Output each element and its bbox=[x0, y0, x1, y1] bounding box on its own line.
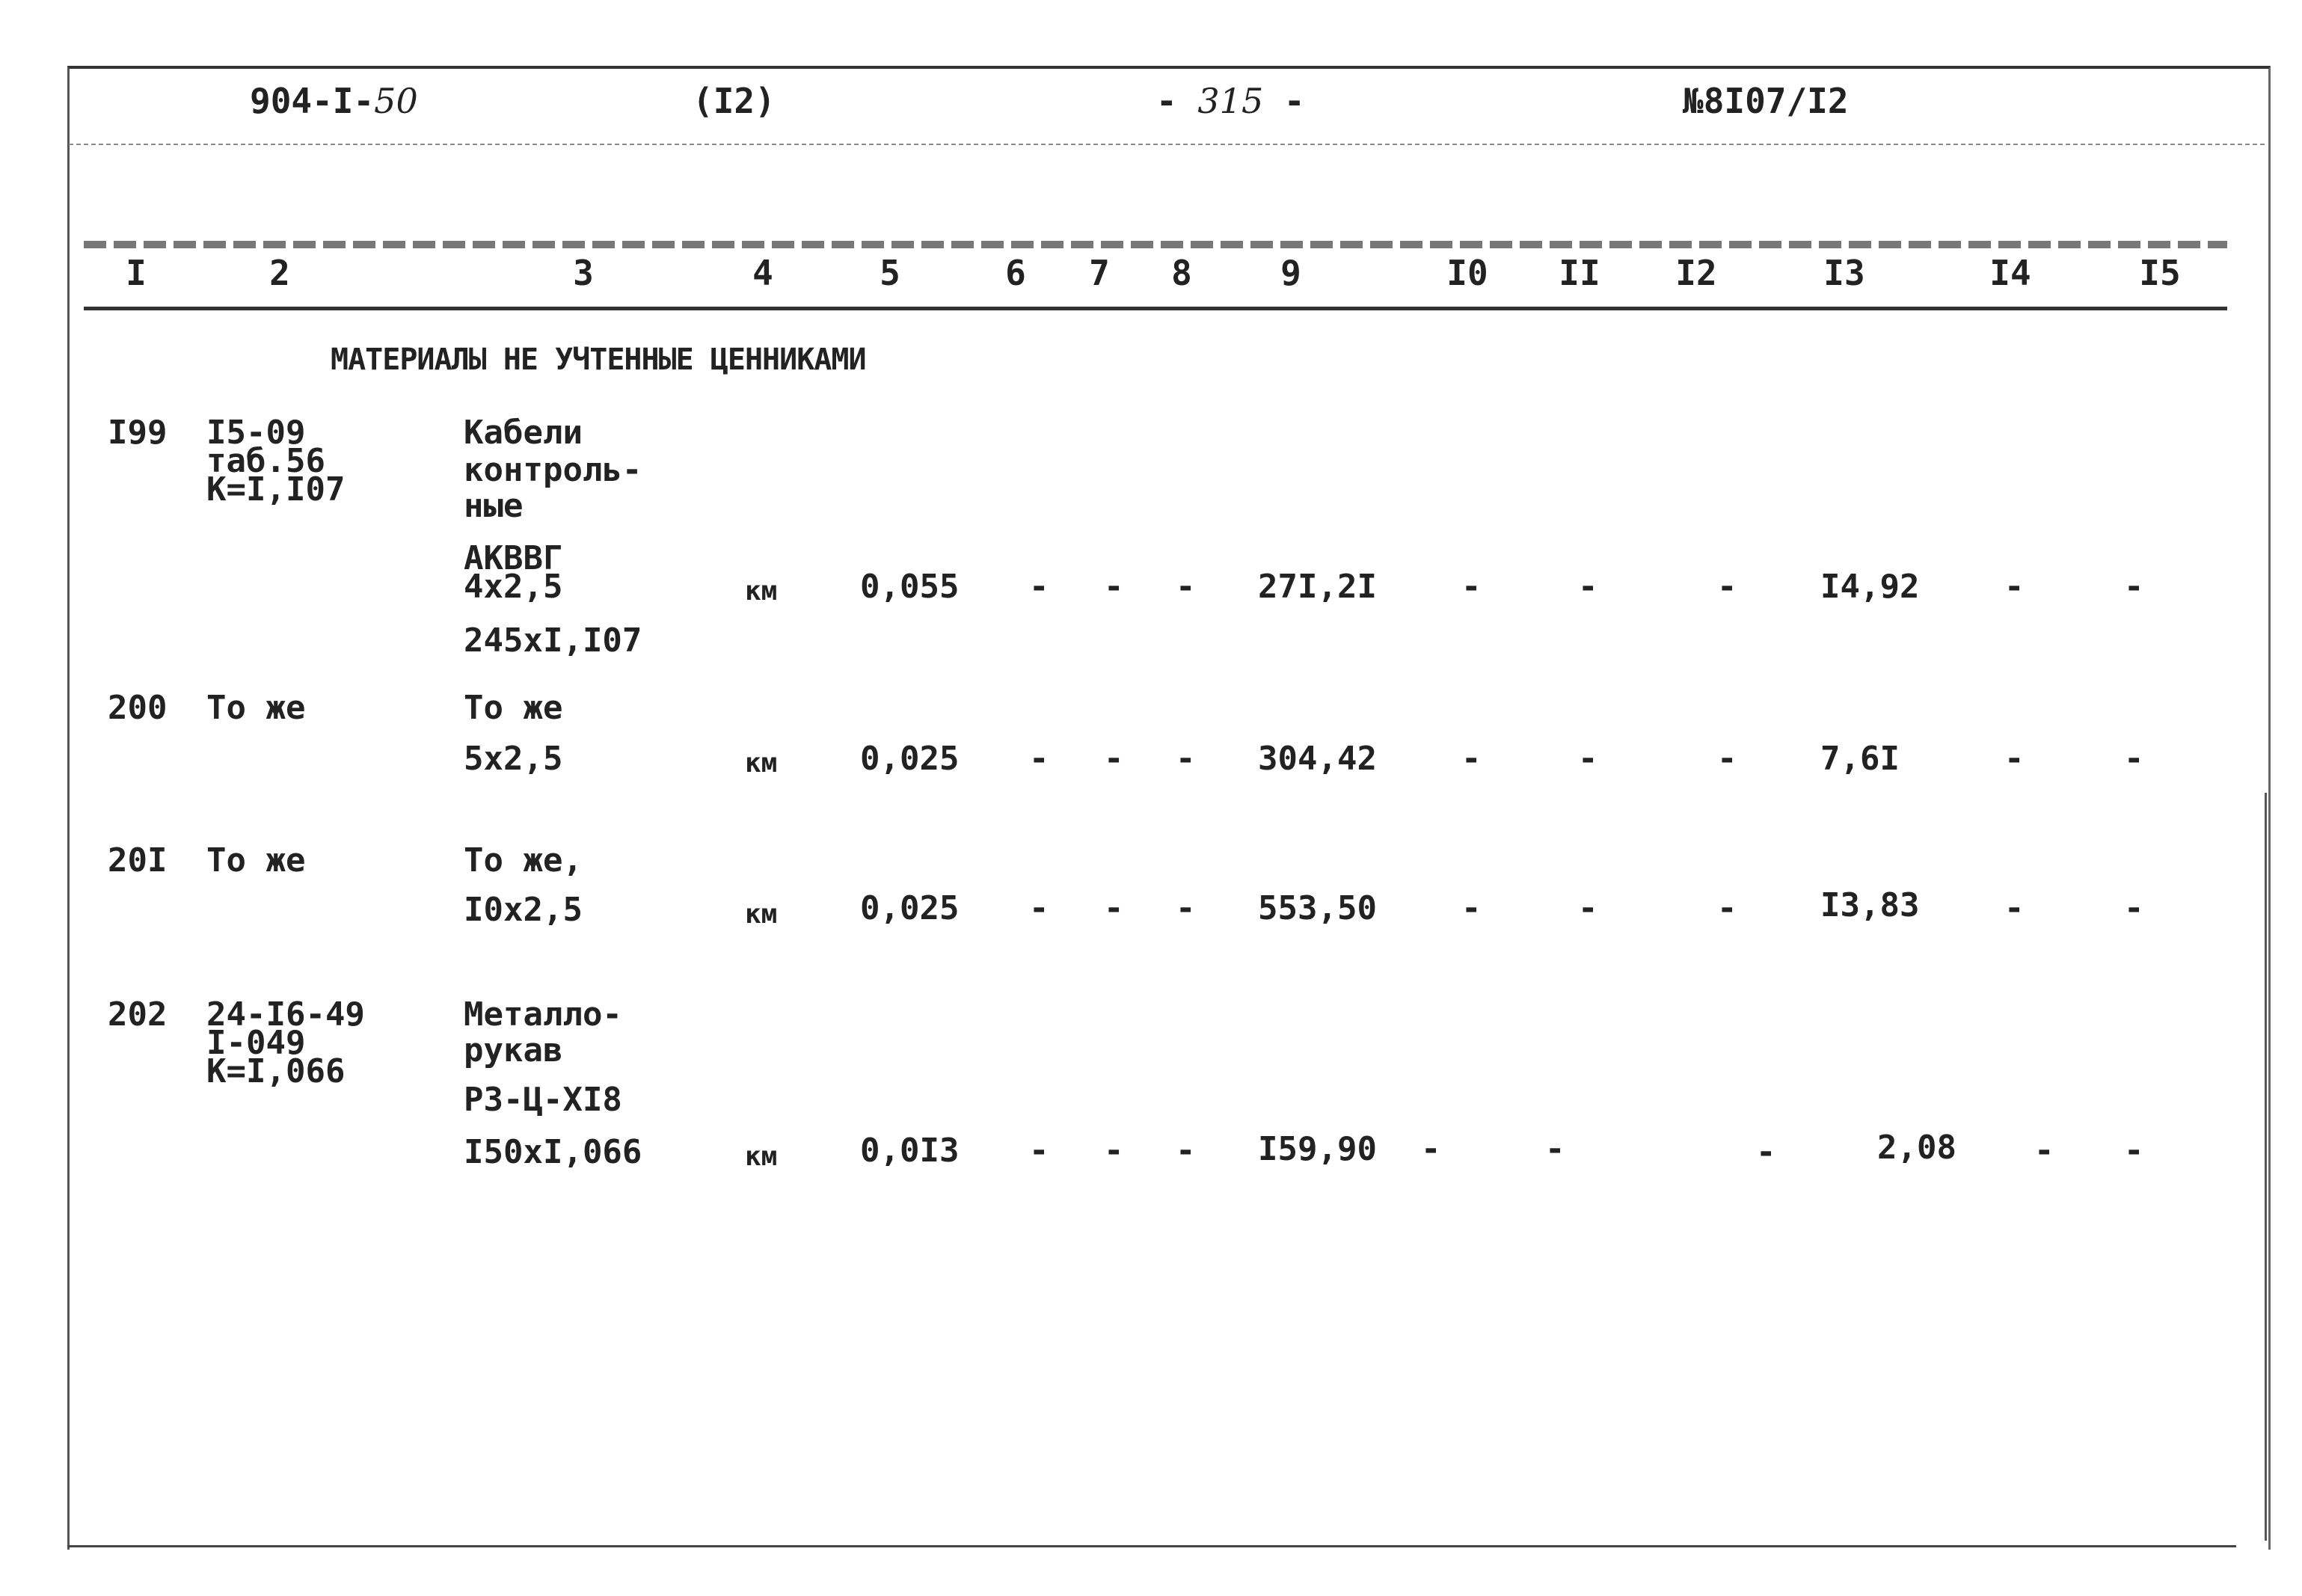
row-name-line: 5х2,5 bbox=[464, 740, 563, 778]
row-name-line: ные bbox=[464, 487, 524, 525]
row-unit: км bbox=[745, 748, 778, 779]
row-number: 20I bbox=[108, 841, 168, 880]
row-col14: - bbox=[2034, 1132, 2054, 1170]
row-price: I59,90 bbox=[1258, 1130, 1377, 1168]
column-number: I0 bbox=[1446, 253, 1488, 293]
row-col12: - bbox=[1717, 889, 1737, 927]
row-name-line: I50хI,066 bbox=[464, 1133, 642, 1171]
row-col15: - bbox=[2124, 889, 2144, 927]
row-col12: - bbox=[1717, 740, 1737, 778]
row-col14: - bbox=[2004, 568, 2025, 606]
row-col7: - bbox=[1104, 568, 1124, 606]
bottom-border bbox=[67, 1545, 2236, 1547]
row-col10: - bbox=[1461, 568, 1482, 606]
series-code: 904-I-50 bbox=[250, 81, 418, 121]
column-number: 8 bbox=[1171, 253, 1192, 293]
column-number: 4 bbox=[752, 253, 773, 293]
row-code-line: 24-I6-49 bbox=[206, 995, 365, 1034]
row-name-line: 245хI,I07 bbox=[464, 621, 642, 660]
row-total: I4,92 bbox=[1820, 568, 1920, 606]
row-col14: - bbox=[2004, 889, 2025, 927]
column-number: 5 bbox=[880, 253, 900, 293]
row-col7: - bbox=[1104, 740, 1124, 778]
row-col11: - bbox=[1578, 740, 1598, 778]
row-col8: - bbox=[1176, 740, 1196, 778]
row-quantity: 0,0I3 bbox=[860, 1132, 960, 1170]
row-code-line: К=I,I07 bbox=[206, 470, 346, 509]
row-number: I99 bbox=[108, 414, 168, 452]
column-number: 7 bbox=[1089, 253, 1110, 293]
column-number: II bbox=[1559, 253, 1600, 293]
row-name-line: контроль- bbox=[464, 451, 642, 489]
column-number: I bbox=[126, 253, 147, 293]
row-name-line: рукав bbox=[464, 1031, 563, 1069]
row-number: 202 bbox=[108, 995, 168, 1034]
row-unit: км bbox=[745, 576, 778, 607]
column-top-rule bbox=[84, 241, 2227, 248]
row-col15: - bbox=[2124, 740, 2144, 778]
row-name-line: То же bbox=[464, 689, 563, 727]
sheet-number: №8I07/I2 bbox=[1683, 81, 1849, 121]
row-name-line: I0х2,5 bbox=[464, 891, 583, 929]
row-col15: - bbox=[2124, 1132, 2144, 1170]
row-col11: - bbox=[1578, 568, 1598, 606]
row-col6: - bbox=[1029, 889, 1049, 927]
column-number: I5 bbox=[2139, 253, 2181, 293]
row-code-line: таб.56 bbox=[206, 442, 325, 480]
row-price: 304,42 bbox=[1258, 740, 1377, 778]
part-number: (I2) bbox=[693, 81, 776, 121]
row-code-line: То же bbox=[206, 689, 306, 727]
right-border bbox=[2265, 793, 2267, 1541]
column-number: I2 bbox=[1675, 253, 1717, 293]
row-price: 553,50 bbox=[1258, 889, 1377, 927]
row-col8: - bbox=[1176, 889, 1196, 927]
row-col6: - bbox=[1029, 740, 1049, 778]
column-number: 3 bbox=[573, 253, 594, 293]
row-name-line: 4х2,5 bbox=[464, 568, 563, 606]
row-total: 2,08 bbox=[1877, 1129, 1956, 1167]
section-title: МАТЕРИАЛЫ НЕ УЧТЕННЫЕ ЦЕННИКАМИ bbox=[331, 343, 866, 377]
column-number: 6 bbox=[1005, 253, 1026, 293]
column-bottom-rule bbox=[84, 307, 2227, 310]
row-name-line: РЗ-Ц-ХI8 bbox=[464, 1081, 622, 1119]
page-number: - 315 - bbox=[1156, 81, 1305, 121]
row-col8: - bbox=[1176, 1132, 1196, 1170]
row-col10: - bbox=[1421, 1130, 1441, 1168]
row-code-line: К=I,066 bbox=[206, 1052, 346, 1090]
row-number: 200 bbox=[108, 689, 168, 727]
row-col15: - bbox=[2124, 568, 2144, 606]
row-name-line: Кабели bbox=[464, 414, 583, 452]
row-quantity: 0,025 bbox=[860, 889, 960, 927]
row-col12: - bbox=[1717, 568, 1737, 606]
row-unit: км bbox=[745, 1141, 778, 1172]
header-rule bbox=[69, 144, 2265, 145]
column-number: I3 bbox=[1823, 253, 1865, 293]
row-quantity: 0,025 bbox=[860, 740, 960, 778]
row-code-line: I-049 bbox=[206, 1024, 306, 1062]
row-col10: - bbox=[1461, 740, 1482, 778]
row-code-line: То же bbox=[206, 841, 306, 880]
column-number: 9 bbox=[1280, 253, 1301, 293]
row-col7: - bbox=[1104, 889, 1124, 927]
row-total: 7,6I bbox=[1820, 740, 1900, 778]
row-col11: - bbox=[1545, 1130, 1565, 1168]
row-col7: - bbox=[1104, 1132, 1124, 1170]
column-number: I4 bbox=[1989, 253, 2031, 293]
row-unit: км bbox=[745, 899, 778, 930]
row-name-line: То же, bbox=[464, 841, 583, 880]
row-name-line: Металло- bbox=[464, 995, 622, 1034]
column-number: 2 bbox=[269, 253, 290, 293]
row-col14: - bbox=[2004, 740, 2025, 778]
row-col8: - bbox=[1176, 568, 1196, 606]
row-code-line: I5-09 bbox=[206, 414, 306, 452]
row-price: 27I,2I bbox=[1258, 568, 1377, 606]
row-col12: - bbox=[1756, 1133, 1776, 1171]
row-col11: - bbox=[1578, 889, 1598, 927]
row-col6: - bbox=[1029, 568, 1049, 606]
row-col6: - bbox=[1029, 1132, 1049, 1170]
row-total: I3,83 bbox=[1820, 886, 1920, 924]
row-name-line: АКВВГ bbox=[464, 539, 563, 577]
row-col10: - bbox=[1461, 889, 1482, 927]
row-quantity: 0,055 bbox=[860, 568, 960, 606]
